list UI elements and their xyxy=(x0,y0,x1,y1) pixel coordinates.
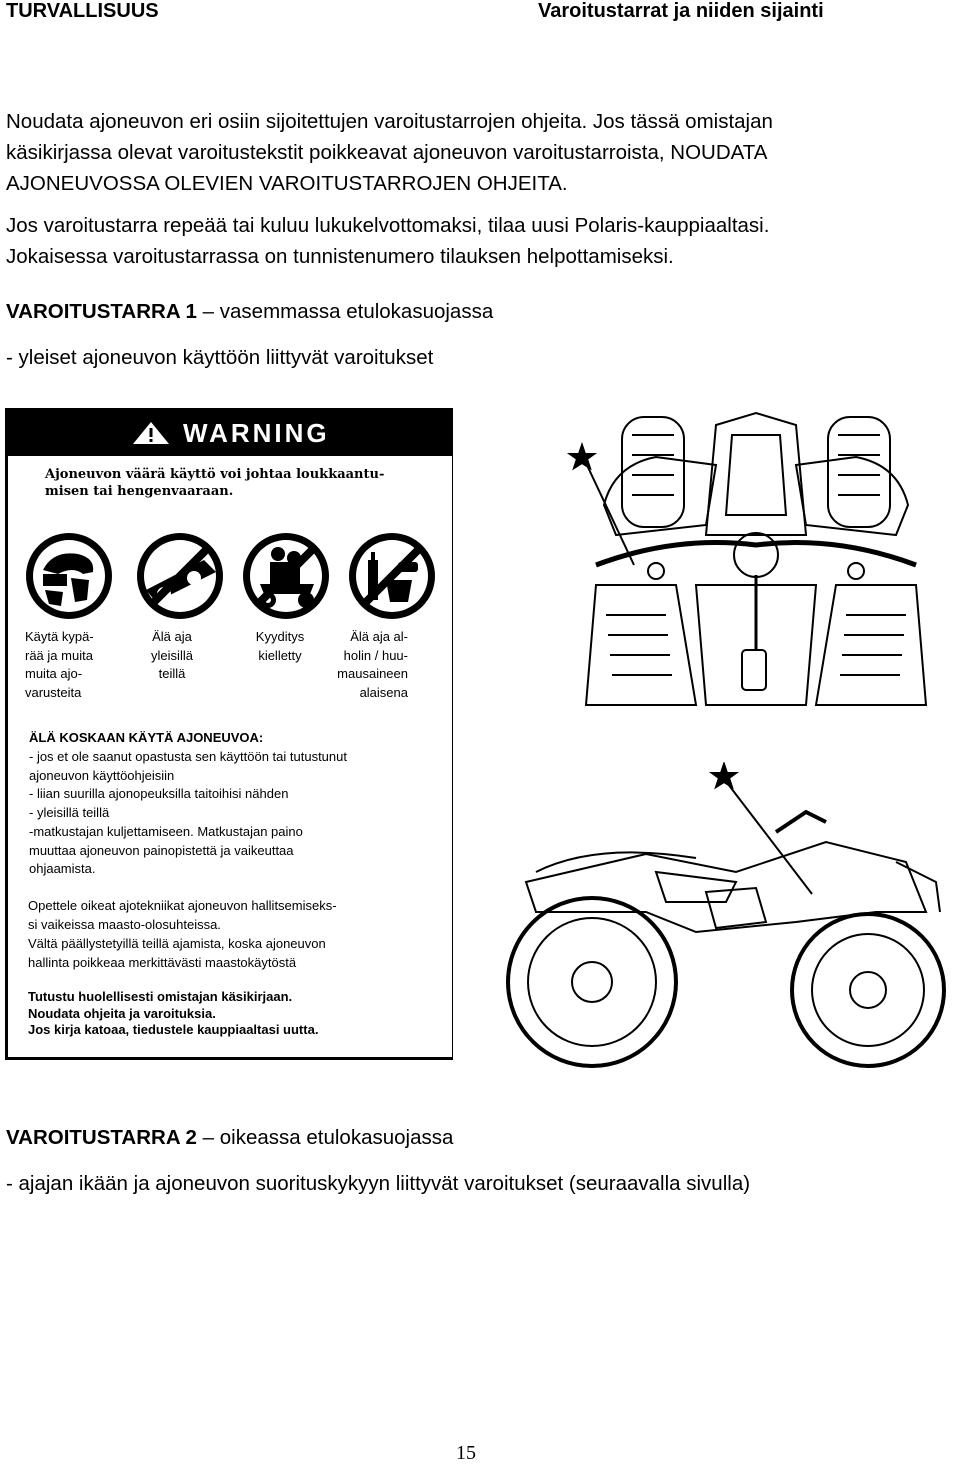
caption-passenger-line: Kyyditys xyxy=(255,629,305,644)
caption-helmet-line: Käytä kypä- xyxy=(25,629,94,644)
no-paved-roads-icon xyxy=(134,530,226,622)
advice-line: si vaikeissa maasto-olosuhteissa. xyxy=(28,917,221,932)
atv-front-view-illustration xyxy=(556,395,956,715)
intro-line-5: Jokaisessa varoitustarrassa on tunnistenumero tilauksen helpottamiseksi. xyxy=(6,245,674,268)
never-heading: ÄLÄ KOSKAAN KÄYTÄ AJONEUVOA: xyxy=(29,730,264,745)
never-item: ohjaamista. xyxy=(29,861,96,877)
decal-intro-line-1: Ajoneuvon väärä käyttö voi johtaa loukkaantu- xyxy=(45,467,385,482)
caption-roads-line: teillä xyxy=(158,666,186,681)
caption-helmet xyxy=(25,628,94,702)
caption-helmet-line: muita ajo- xyxy=(25,666,83,681)
advice-line: Vältä päällystetyillä teillä ajamista, koska ajoneuvon xyxy=(28,936,326,951)
decal-intro-line-2: misen tai hengenvaaraan. xyxy=(45,484,234,499)
advice-line: hallinta poikkeaa merkittävästi maastokäytöstä xyxy=(28,955,297,970)
intro-line-2: käsikirjassa olevat varoitustekstit poikkeavat ajoneuvon varoitustarroista, NOUDATA xyxy=(6,141,768,164)
intro-line-3: AJONEUVOSSA OLEVIEN VAROITUSTARROJEN OHJEITA. xyxy=(6,172,568,195)
warning-banner xyxy=(8,408,452,456)
label-2-heading-dash: – xyxy=(196,1126,220,1149)
page-subject: Varoitustarrat ja niiden sijainti xyxy=(538,0,824,22)
intro-line-1: Noudata ajoneuvon eri osiin sijoitettujen varoitustarrojen ohjeita. Jos tässä omistajan xyxy=(6,110,773,133)
label-2-heading-location: oikeassa etulokasuojassa xyxy=(219,1126,454,1149)
caption-alcohol-line: mausaineen xyxy=(337,666,408,681)
label-1-heading-location: vasemmassa etulokasuojassa xyxy=(219,300,494,323)
never-item: - jos et ole saanut opastusta sen käyttöön tai tutustunut xyxy=(29,749,347,764)
warning-title: WARNING xyxy=(183,418,330,448)
label-1-subheading: - yleiset ajoneuvon käyttöön liittyvät varoitukset xyxy=(6,346,434,369)
caption-helmet-line: varusteita xyxy=(25,684,82,700)
caption-roads-line: yleisillä xyxy=(151,647,193,663)
never-item: ajoneuvon käyttöohjeisiin xyxy=(29,767,175,783)
final-instructions xyxy=(28,989,318,1039)
caption-alcohol-line: holin / huu- xyxy=(343,647,408,663)
never-item: -matkustajan kuljettamiseen. Matkustajan paino xyxy=(29,823,303,839)
caption-passenger-line: kielletty xyxy=(258,647,302,663)
never-item: - liian suurilla ajonopeuksilla taitoihisi nähden xyxy=(29,786,289,802)
caption-alcohol xyxy=(314,628,408,702)
never-list xyxy=(29,748,347,879)
atv-side-view-illustration xyxy=(496,762,952,1082)
caption-roads-line: Älä aja xyxy=(152,629,192,644)
label-2-subheading: - ajajan ikään ja ajoneuvon suorituskykyyn liittyvät varoitukset (seuraavalla sivulla) xyxy=(6,1172,751,1195)
caption-passenger xyxy=(240,628,320,665)
label-1-heading-dash: – xyxy=(196,300,220,323)
no-alcohol-icon xyxy=(346,530,438,622)
no-passenger-icon xyxy=(240,530,332,622)
warning-decal xyxy=(5,408,453,1060)
caption-alcohol-line: alaisena xyxy=(359,684,408,700)
final-line: Noudata ohjeita ja varoituksia. xyxy=(28,1005,216,1021)
warning-triangle-icon xyxy=(133,422,169,444)
label-1-heading xyxy=(6,296,493,328)
final-line: Tutustu huolellisesti omistajan käsikirjaan. xyxy=(28,989,293,1004)
page-number: 15 xyxy=(456,1442,476,1464)
advice-line: Opettele oikeat ajotekniikat ajoneuvon hallitsemiseks- xyxy=(28,898,337,913)
never-item: muuttaa ajoneuvon painopistettä ja vaikeuttaa xyxy=(29,842,294,858)
final-line: Jos kirja katoaa, tiedustele kauppiaaltasi uutta. xyxy=(28,1022,319,1037)
helmet-icon xyxy=(23,530,115,622)
caption-roads xyxy=(132,628,212,684)
advice-text xyxy=(28,896,337,972)
label-2-heading-bold: VAROITUSTARRA 2 xyxy=(6,1126,197,1149)
label-2-heading xyxy=(6,1122,453,1154)
caption-alcohol-line: Älä aja al- xyxy=(350,629,408,644)
never-item: - yleisillä teillä xyxy=(29,805,110,821)
section-title: TURVALLISUUS xyxy=(6,0,159,22)
label-1-heading-bold: VAROITUSTARRA 1 xyxy=(6,300,197,323)
intro-line-4: Jos varoitustarra repeää tai kuluu lukukelvottomaksi, tilaa uusi Polaris-kauppiaaltasi. xyxy=(6,214,770,237)
caption-helmet-line: rää ja muita xyxy=(25,647,93,663)
